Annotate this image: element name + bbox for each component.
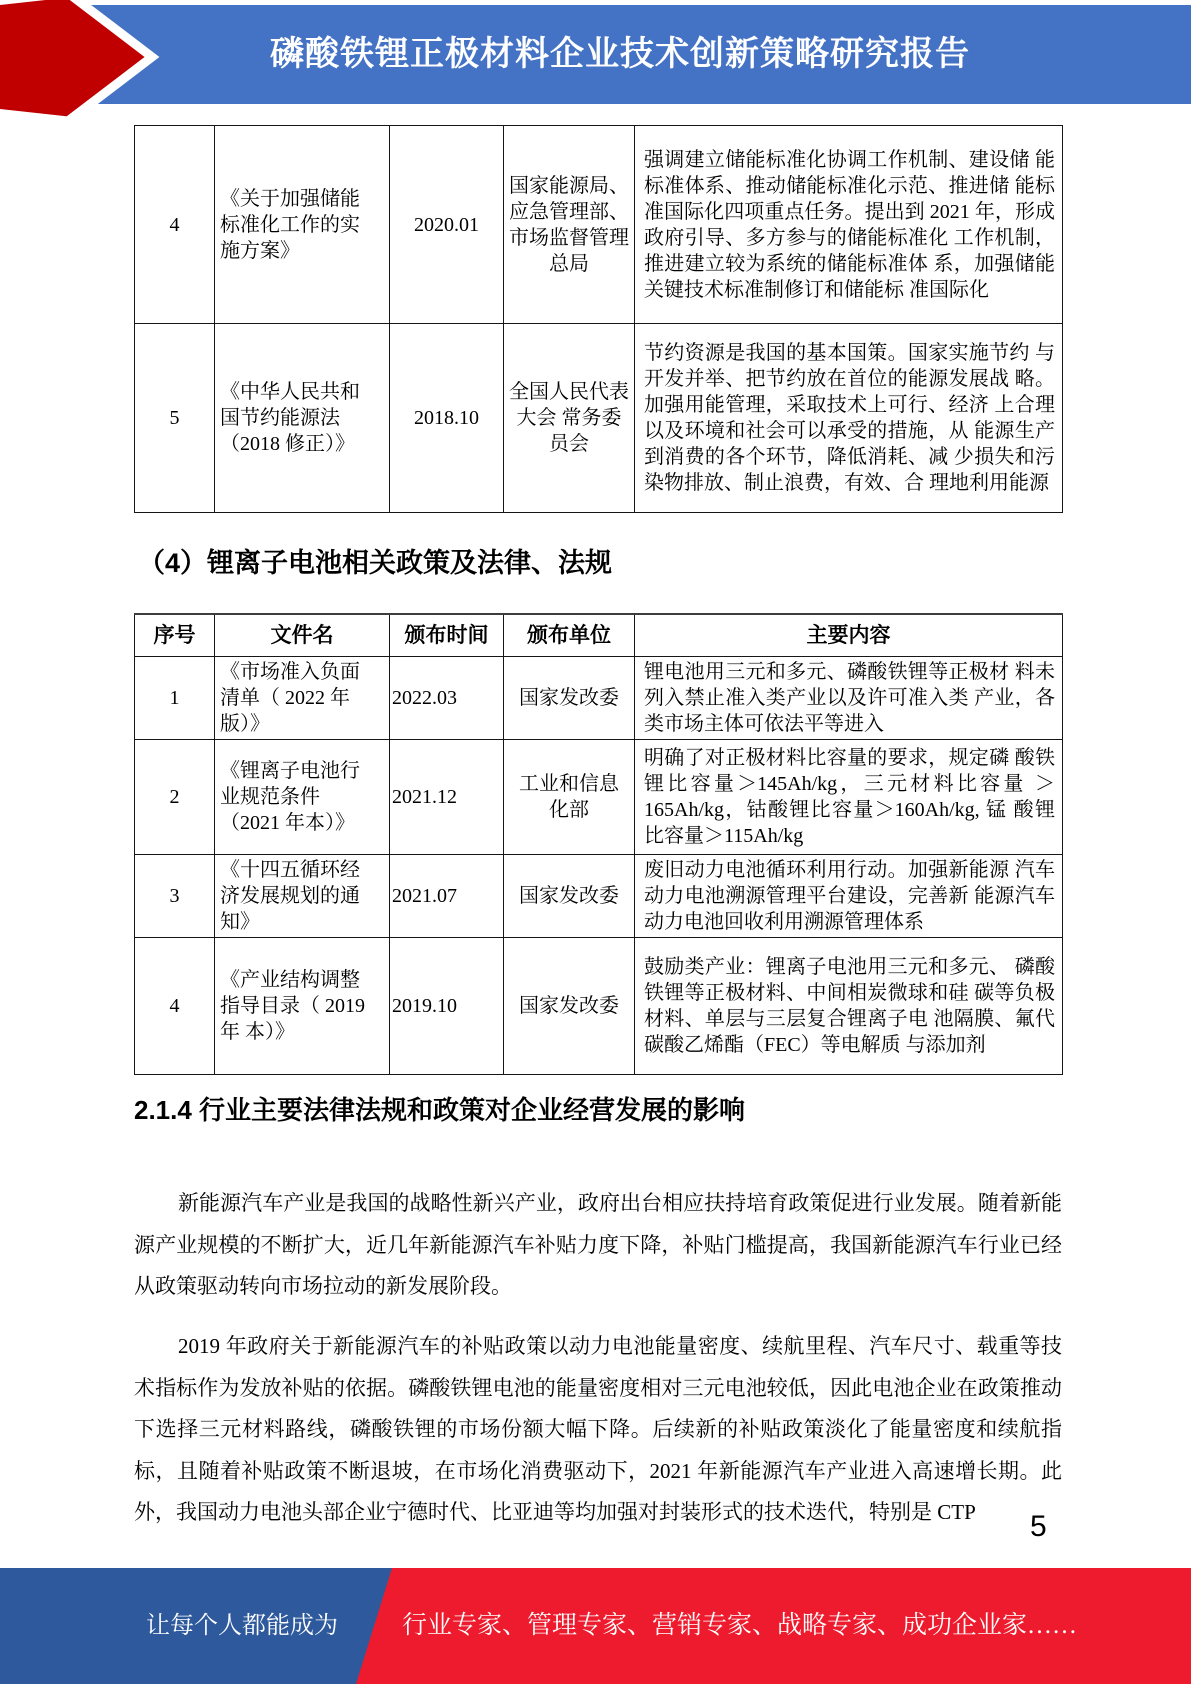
- battery-policy-table: [134, 613, 1063, 1075]
- cell-issue-date: 2022.03: [390, 656, 504, 739]
- cell-issuer: 国家发改委: [504, 656, 635, 739]
- cell-doc-name: 《中华人民共和 国节约能源法 （2018 修正）》: [215, 324, 390, 513]
- cell-summary: 鼓励类产业：锂离子电池用三元和多元、 磷酸铁锂等正极材料、中间相炭微球和硅 碳等负极材料、单层与三层复合锂离子电 池隔膜、氟代碳酸乙烯酯（FEC）等电解质 与添加剂: [635, 937, 1063, 1074]
- battery-policy-table-head: [135, 614, 1063, 656]
- cell-no: 4: [135, 937, 215, 1074]
- footer-slogan-right: 行业专家、管理专家、营销专家、战略专家、成功企业家……: [402, 1612, 1078, 1639]
- cell-doc-name: 《关于加强储能 标准化工作的实 施方案》: [215, 126, 390, 324]
- energy-policy-table: [134, 125, 1063, 513]
- cell-issuer: 国家发改委: [504, 937, 635, 1074]
- report-title: 磷酸铁锂正极材料企业技术创新策略研究报告: [270, 35, 970, 73]
- cell-issue-date: 2019.10: [390, 937, 504, 1074]
- table-row: [135, 126, 1063, 324]
- cell-issuer: 全国人民代表大会 常务委员会: [504, 324, 635, 513]
- header-no: 序号: [135, 614, 215, 656]
- cell-doc-name: 《锂离子电池行 业规范条件 （2021 年本）》: [215, 739, 390, 854]
- header-issuer: 颁布单位: [504, 614, 635, 656]
- footer-slogan-left: 让每个人都能成为: [146, 1613, 338, 1639]
- cell-issuer: 国家能源局、应急管理部、市场监督管理 总局: [504, 126, 635, 324]
- red-chevron-icon: [0, 0, 165, 118]
- cell-summary: 废旧动力电池循环利用行动。加强新能源 汽车动力电池溯源管理平台建设，完善新 能源汽车动力电池回收利用溯源管理体系: [635, 854, 1063, 937]
- table-row: [135, 854, 1063, 937]
- table-row: [135, 324, 1063, 513]
- cell-issue-date: 2021.12: [390, 739, 504, 854]
- cell-summary: 明确了对正极材料比容量的要求，规定磷 酸铁锂比容量＞145Ah/kg，三元材料比容量 ＞165Ah/kg，钴酸锂比容量＞160Ah/kg, 锰 酸锂比容量＞115Ah/kg: [635, 739, 1063, 854]
- table-row: [135, 656, 1063, 739]
- cell-issue-date: 2020.01: [390, 126, 504, 324]
- section-heading-4: （4）锂离子电池相关政策及法律、法规: [138, 548, 613, 578]
- battery-policy-table-body: [135, 656, 1063, 1074]
- section-heading-214: 2.1.4 行业主要法律法规和政策对企业经营发展的影响: [134, 1095, 746, 1125]
- cell-no: 5: [135, 324, 215, 513]
- cell-doc-name: 《市场准入负面 清单（ 2022 年 版）》: [215, 656, 390, 739]
- table-header-row: [135, 614, 1063, 656]
- body-paragraph-2: 2019 年政府关于新能源汽车的补贴政策以动力电池能量密度、续航里程、汽车尺寸、载重等技术指标作为发放补贴的依据。磷酸铁锂电池的能量密度相对三元电池较低，因此电池企业在政策推动下选择三元材料路线，磷酸铁锂的市场份额大幅下降。后续新的补贴政策淡化了能量密度和续航指标，且随着补贴政策不断退坡，在市场化消费驱动下，2021 年新能源汽车产业进入高速增长期。此外，我国动力电池头部企业宁德时代、比亚迪等均加强对封装形式的技术迭代，特别是 CTP: [134, 1334, 1062, 1524]
- cell-issuer: 国家发改委: [504, 854, 635, 937]
- cell-no: 1: [135, 656, 215, 739]
- table-row: [135, 739, 1063, 854]
- cell-summary: 节约资源是我国的基本国策。国家实施节约 与开发并举、把节约放在首位的能源发展战 略。加强用能管理，采取技术上可行、经济 上合理以及环境和社会可以承受的措施，从 能源生产到消费的各个环节，降低消耗、减 少损失和污染物排放、制止浪费，有效、合 理地利用能源: [635, 324, 1063, 513]
- header-doc-name: 文件名: [215, 614, 390, 656]
- header-banner: [0, 5, 1191, 104]
- cell-doc-name: 《产业结构调整 指导目录（ 2019 年 本）》: [215, 937, 390, 1074]
- header-summary: 主要内容: [635, 614, 1063, 656]
- cell-summary: 强调建立储能标准化协调工作机制、建设储 能标准体系、推动储能标准化示范、推进储 能标准国际化四项重点任务。提出到 2021 年，形成政府引导、多方参与的储能标准化 工作机制，推进建立较为系统的储能标准体 系，加强储能关键技术标准制修订和储能标 准国际化: [635, 126, 1063, 324]
- header-issue-date: 颁布时间: [390, 614, 504, 656]
- cell-issuer: 工业和信息 化部: [504, 739, 635, 854]
- body-paragraph-1: 新能源汽车产业是我国的战略性新兴产业，政府出台相应扶持培育政策促进行业发展。随着新能源产业规模的不断扩大，近几年新能源汽车补贴力度下降，补贴门槛提高，我国新能源汽车行业已经从政策驱动转向市场拉动的新发展阶段。: [134, 1191, 1062, 1298]
- energy-policy-table-body: [135, 126, 1063, 513]
- cell-summary: 锂电池用三元和多元、磷酸铁锂等正极材 料未列入禁止准入类产业以及许可准入类 产业，各类市场主体可依法平等进入: [635, 656, 1063, 739]
- cell-issue-date: 2021.07: [390, 854, 504, 937]
- cell-issue-date: 2018.10: [390, 324, 504, 513]
- cell-no: 3: [135, 854, 215, 937]
- cell-no: 2: [135, 739, 215, 854]
- cell-no: 4: [135, 126, 215, 324]
- footer-banner: [0, 1568, 1191, 1684]
- page-number: 5: [1030, 1510, 1047, 1543]
- cell-doc-name: 《十四五循环经 济发展规划的通 知》: [215, 854, 390, 937]
- table-row: [135, 937, 1063, 1074]
